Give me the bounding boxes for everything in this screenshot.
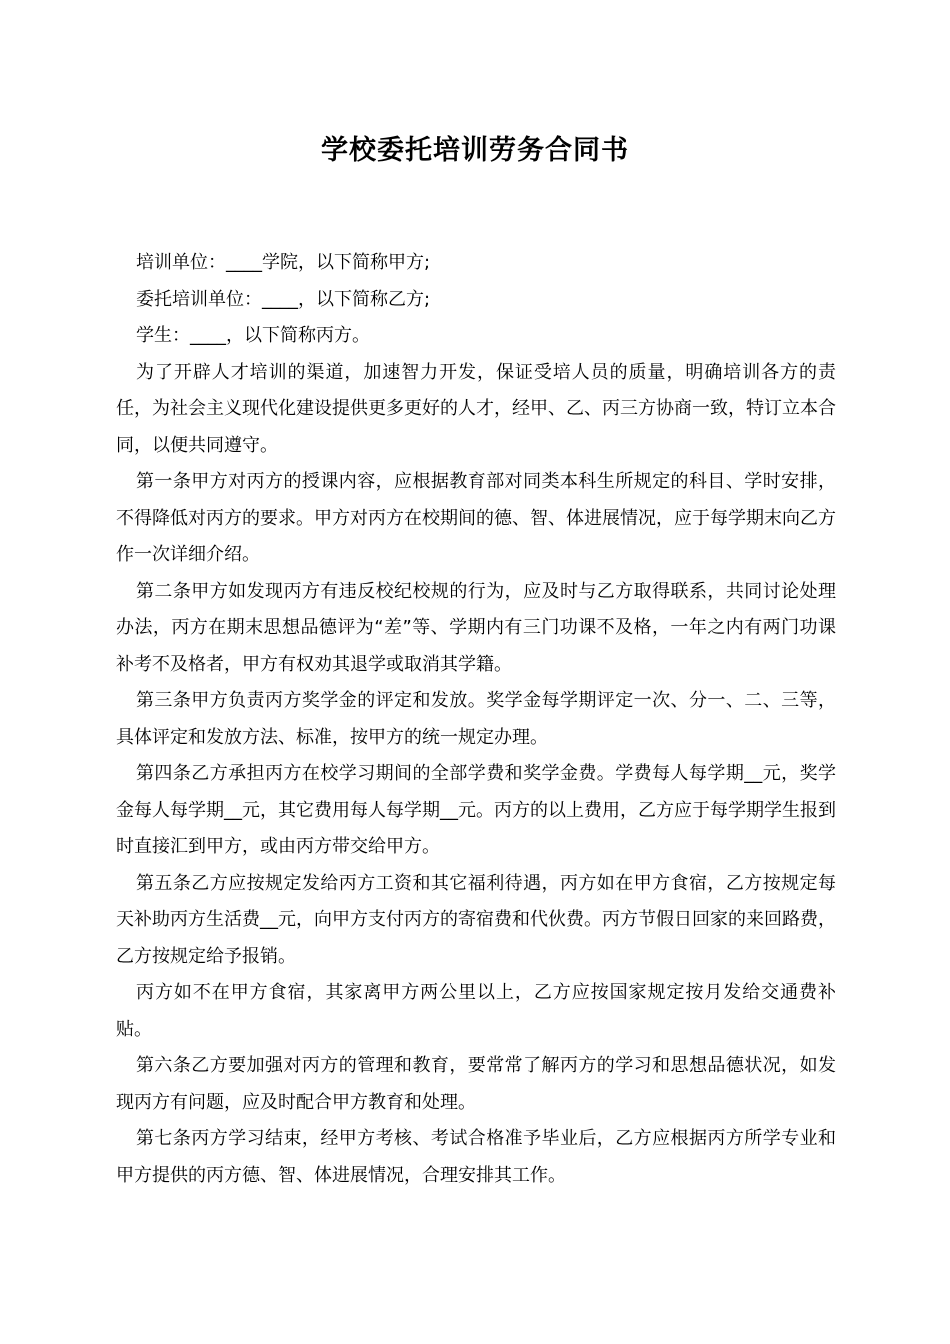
article-2: 第二条甲方如发现丙方有违反校纪校规的行为，应及时与乙方取得联系，共同讨论处理办法，丙方在期末思想品德评为“差”等、学期内有三门功课不及格，一年之内有两门功课补考不及格者，甲方有权劝其退学或取消其学籍。	[116, 580, 836, 675]
article-3: 第三条甲方负责丙方奖学金的评定和发放。奖学金每学期评定一次、分一、二、三等，具体评定和发放方法、标准，按甲方的统一规定办理。	[116, 690, 836, 748]
article-6: 第六条乙方要加强对丙方的管理和教育，要常常了解丙方的学习和思想品德状况，如发现丙方有问题，应及时配合甲方教育和处理。	[116, 1055, 836, 1113]
article-5: 第五条乙方应按规定发给丙方工资和其它福利待遇，丙方如在甲方食宿，乙方按规定每天补助丙方生活费__元，向甲方支付丙方的寄宿费和代伙费。丙方节假日回家的来回路费，乙方按规定给予报销。	[116, 872, 836, 967]
preamble-paragraph: 为了开辟人才培训的渠道，加速智力开发，保证受培人员的质量，明确培训各方的责任，为社会主义现代化建设提供更多更好的人才，经甲、乙、丙三方协商一致，特订立本合同，以便共同遵守。	[116, 361, 836, 456]
article-1: 第一条甲方对丙方的授课内容，应根据教育部对同类本科生所规定的科目、学时安排，不得降低对丙方的要求。甲方对丙方在校期间的德、智、体进展情况，应于每学期末向乙方作一次详细介绍。	[116, 471, 836, 565]
article-4: 第四条乙方承担丙方在校学习期间的全部学费和奖学金费。学费每人每学期__元，奖学金每人每学期__元，其它费用每人每学期__元。丙方的以上费用，乙方应于每学期学生报到时直接汇到甲方，或由丙方带交给甲方。	[116, 763, 836, 857]
article-5-supplement: 丙方如不在甲方食宿，其家离甲方两公里以上，乙方应按国家规定按月发给交通费补贴。	[116, 982, 836, 1040]
clause-training-unit: 培训单位：____学院，以下简称甲方;	[136, 252, 431, 273]
article-7: 第七条丙方学习结束，经甲方考核、考试合格准予毕业后，乙方应根据丙方所学专业和甲方提供的丙方德、智、体进展情况，合理安排其工作。	[116, 1128, 836, 1186]
clause-student: 学生：____，以下简称丙方。	[136, 325, 370, 346]
document-body	[116, 245, 836, 1194]
clause-entrusting-unit: 委托培训单位：____，以下简称乙方;	[136, 288, 431, 310]
document-title: 学校委托培训劳务合同书	[321, 135, 629, 166]
